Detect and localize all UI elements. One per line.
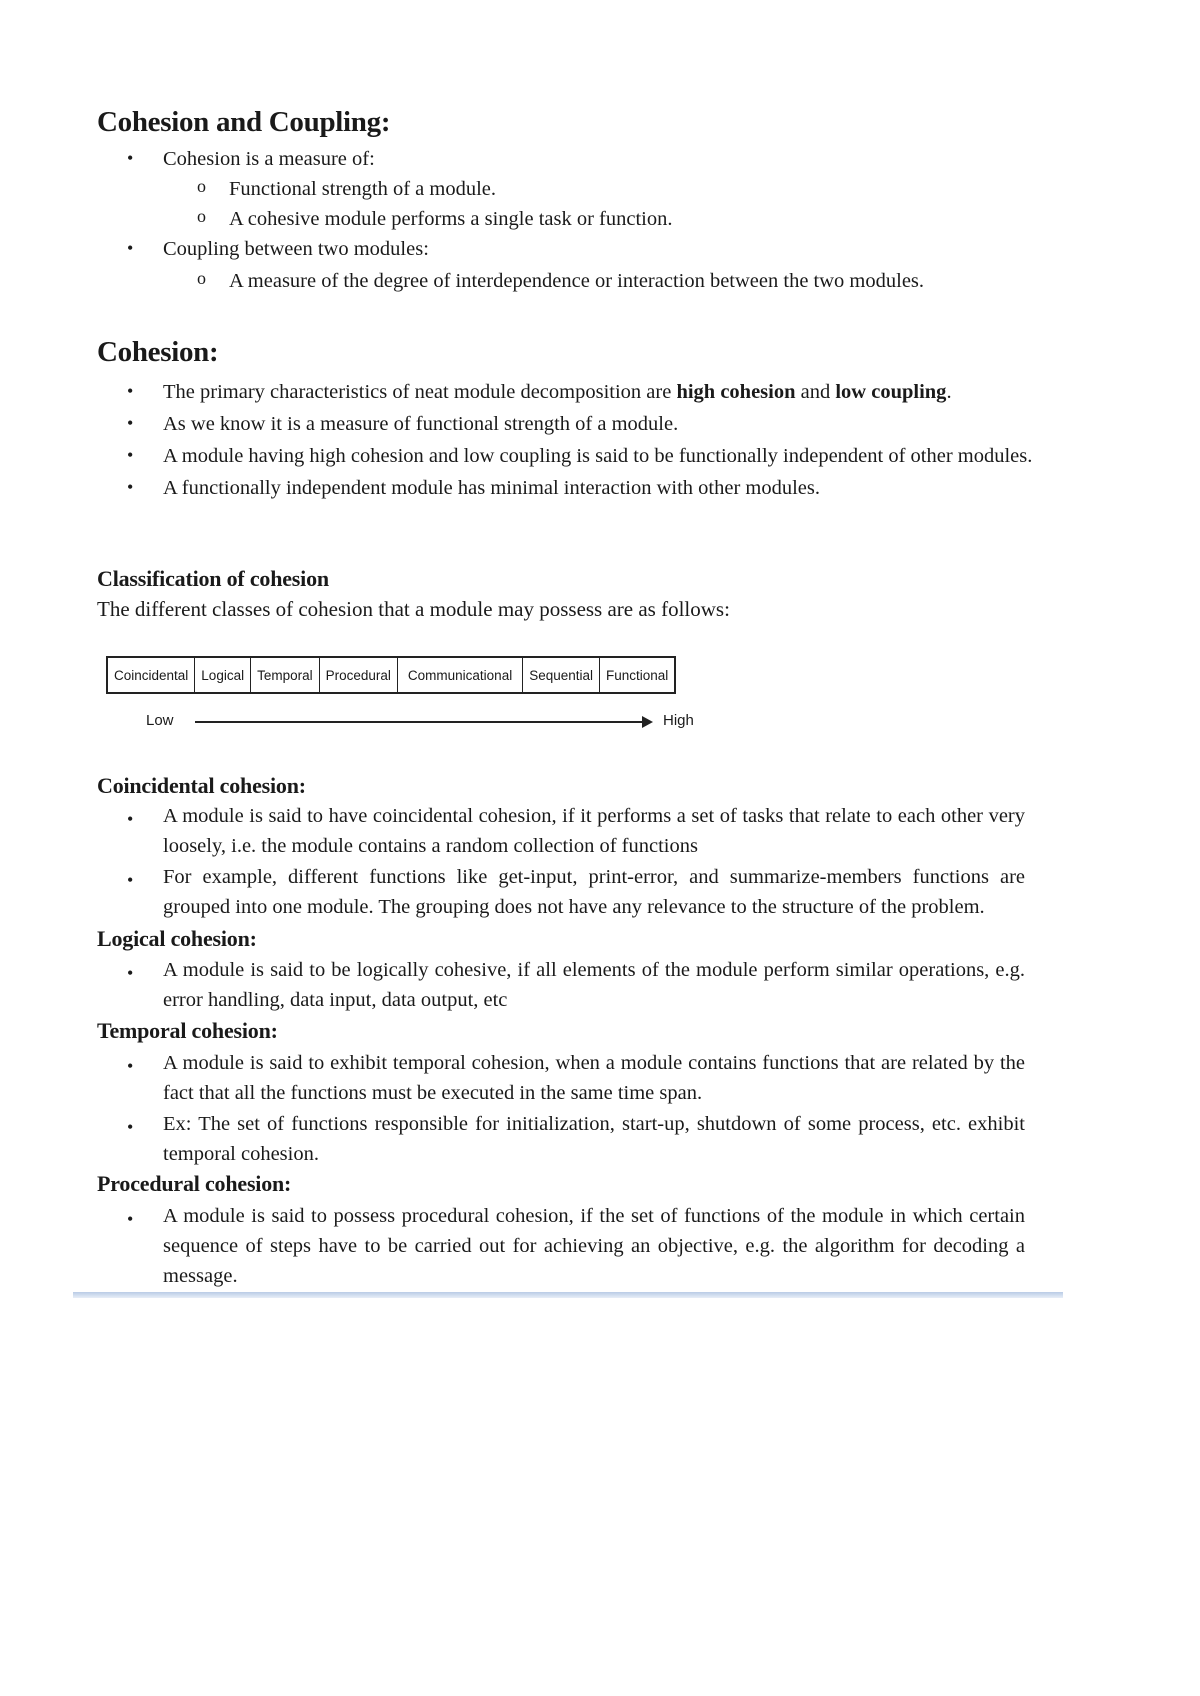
bullet-icon: • bbox=[127, 870, 134, 890]
scale-cell-procedural: Procedural bbox=[319, 657, 397, 693]
list-item: A module having high cohesion and low coupling is said to be functionally independent of other modules. bbox=[163, 445, 1033, 467]
classification-intro: The different classes of cohesion that a module may possess are as follows: bbox=[97, 597, 730, 621]
list-item: Coupling between two modules: bbox=[163, 238, 429, 260]
list-item: The primary characteristics of neat module decomposition are high cohesion and low coupling. bbox=[163, 381, 952, 403]
scale-cell-coincidental: Coincidental bbox=[107, 657, 195, 693]
list-item: A module is said to possess procedural cohesion, if the set of functions of the module in which certain sequence of steps have to be carried out for achieving an objective, e.g. the algorithm for decoding a message. bbox=[163, 1205, 1025, 1287]
cohesion-scale-table bbox=[106, 656, 676, 694]
bullet-icon: • bbox=[127, 477, 134, 497]
scale-cell-temporal: Temporal bbox=[251, 657, 320, 693]
bullet-icon: • bbox=[127, 238, 134, 258]
sub-bullet-icon: o bbox=[197, 176, 206, 196]
bullet-icon: • bbox=[127, 445, 134, 465]
bullet-icon: • bbox=[127, 381, 134, 401]
scale-cell-communicational: Communicational bbox=[397, 657, 522, 693]
list-item: A module is said to have coincidental cohesion, if it performs a set of tasks that relate to each other very loosely, i.e. the module contains a random collection of functions bbox=[163, 805, 1025, 857]
heading-coincidental: Coincidental cohesion: bbox=[97, 773, 306, 798]
sub-list-item: Functional strength of a module. bbox=[229, 178, 497, 200]
bullet-icon: • bbox=[127, 809, 134, 829]
bullet-icon: • bbox=[127, 1117, 134, 1137]
arrow-right-icon bbox=[642, 716, 653, 728]
list-item: As we know it is a measure of functional strength of a module. bbox=[163, 413, 679, 435]
heading-logical: Logical cohesion: bbox=[97, 926, 257, 951]
list-item: For example, different functions like get-input, print-error, and summarize-members functions are grouped into one module. The grouping does not have any relevance to the structure of the problem. bbox=[163, 866, 1025, 918]
list-item: A functionally independent module has minimal interaction with other modules. bbox=[163, 477, 821, 499]
sub-list-item: A measure of the degree of interdependence or interaction between the two modules. bbox=[229, 270, 925, 292]
heading-cohesion-and-coupling: Cohesion and Coupling: bbox=[97, 106, 391, 138]
bullet-icon: • bbox=[127, 148, 134, 168]
bullet-icon: • bbox=[127, 413, 134, 433]
sub-bullet-icon: o bbox=[197, 206, 206, 226]
heading-classification: Classification of cohesion bbox=[97, 566, 329, 591]
scale-cell-sequential: Sequential bbox=[523, 657, 600, 693]
heading-procedural: Procedural cohesion: bbox=[97, 1171, 292, 1196]
footer-divider bbox=[73, 1292, 1063, 1298]
list-item: Ex: The set of functions responsible for initialization, start-up, shutdown of some process, etc. exhibit temporal cohesion. bbox=[163, 1113, 1025, 1165]
sub-bullet-icon: o bbox=[197, 268, 206, 288]
heading-temporal: Temporal cohesion: bbox=[97, 1018, 278, 1043]
heading-cohesion: Cohesion: bbox=[97, 336, 219, 368]
list-item: Cohesion is a measure of: bbox=[163, 148, 375, 170]
bullet-icon: • bbox=[127, 963, 134, 983]
list-item: A module is said to exhibit temporal cohesion, when a module contains functions that are related by the fact that all the functions must be executed in the same time span. bbox=[163, 1052, 1025, 1104]
scale-low-label: Low bbox=[146, 712, 174, 729]
scale-cell-logical: Logical bbox=[195, 657, 251, 693]
bullet-icon: • bbox=[127, 1056, 134, 1076]
scale-cell-functional: Functional bbox=[600, 657, 676, 693]
sub-list-item: A cohesive module performs a single task or function. bbox=[229, 208, 673, 230]
scale-arrow-line bbox=[195, 721, 643, 723]
bullet-icon: • bbox=[127, 1209, 134, 1229]
list-item: A module is said to be logically cohesive, if all elements of the module perform similar operations, e.g. error handling, data input, data output, etc bbox=[163, 959, 1025, 1011]
scale-high-label: High bbox=[663, 712, 694, 729]
